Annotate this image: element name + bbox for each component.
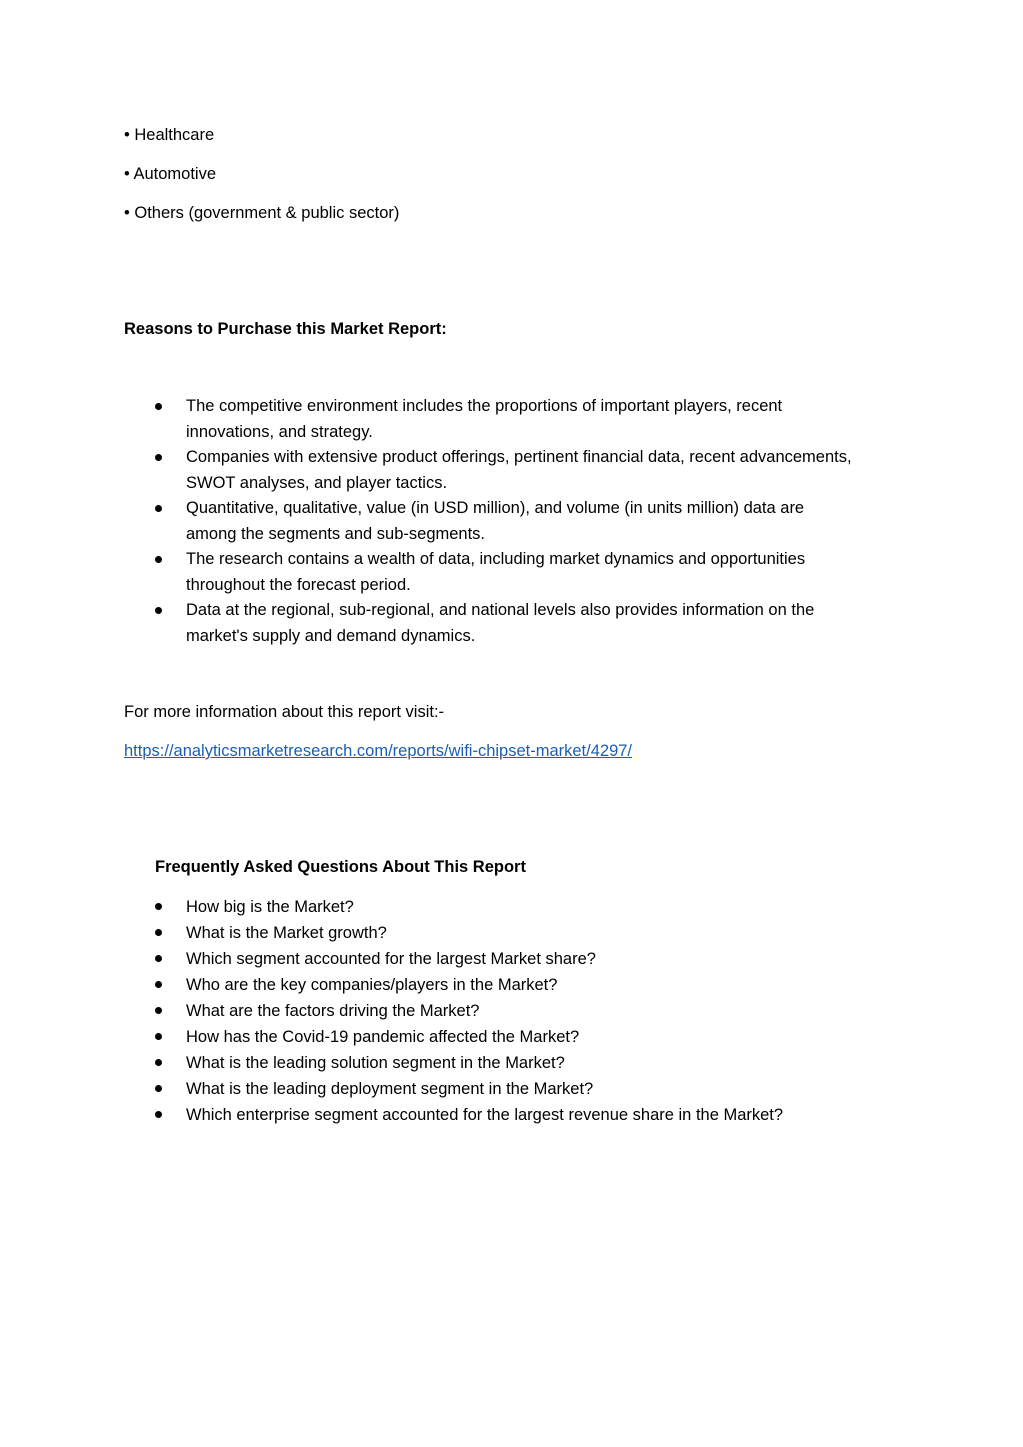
faq-question: How big is the Market? <box>186 898 354 916</box>
reason-line2: SWOT analyses, and player tactics. <box>186 473 448 492</box>
list-item <box>155 1050 915 1076</box>
faq-question: How has the Covid-19 pandemic affected the Market? <box>186 1028 580 1046</box>
reason-line2: market's supply and demand dynamics. <box>186 626 476 645</box>
list-item-automotive: • Automotive <box>124 165 216 183</box>
bullet-icon <box>155 955 162 962</box>
reason-line1: Data at the regional, sub-regional, and national levels also provides information on the <box>186 601 815 619</box>
reasons-list <box>155 394 915 649</box>
bullet-icon <box>155 1007 162 1014</box>
list-item-healthcare: • Healthcare <box>124 126 215 144</box>
faq-question: What is the Market growth? <box>186 924 387 942</box>
more-info-label: For more information about this report visit:- <box>124 703 445 721</box>
list-item <box>155 920 915 946</box>
list-item <box>155 972 915 998</box>
faq-question: What are the factors driving the Market? <box>186 1002 480 1020</box>
bullet-icon <box>155 454 162 461</box>
faq-question: What is the leading solution segment in the Market? <box>186 1054 565 1072</box>
reason-line1: The research contains a wealth of data, including market dynamics and opportunities <box>186 550 806 568</box>
bullet-icon <box>155 903 162 910</box>
faq-question: What is the leading deployment segment in the Market? <box>186 1080 594 1098</box>
list-item <box>155 1024 915 1050</box>
bullet-icon <box>155 981 162 988</box>
list-item <box>155 894 915 920</box>
reason-line1: Quantitative, qualitative, value (in USD million), and volume (in units million) data are <box>186 499 805 517</box>
list-item <box>155 998 915 1024</box>
list-item <box>155 1102 915 1128</box>
bullet-icon <box>155 929 162 936</box>
bullet-icon <box>155 1111 162 1118</box>
reason-line1: Companies with extensive product offerings, pertinent financial data, recent advancements, <box>186 448 852 466</box>
list-item <box>155 547 915 598</box>
list-item-others: • Others (government & public sector) <box>124 204 400 222</box>
faq-question: Which enterprise segment accounted for the largest revenue share in the Market? <box>186 1106 784 1124</box>
list-item <box>155 946 915 972</box>
reason-line2: among the segments and sub-segments. <box>186 524 486 543</box>
reasons-heading: Reasons to Purchase this Market Report: <box>124 320 447 338</box>
reason-line2: throughout the forecast period. <box>186 575 411 594</box>
bullet-icon <box>155 403 162 410</box>
faq-list <box>155 894 915 1128</box>
reason-line2: innovations, and strategy. <box>186 422 373 441</box>
faq-question: Who are the key companies/players in the Market? <box>186 976 558 994</box>
faq-heading: Frequently Asked Questions About This Report <box>155 858 526 876</box>
bullet-icon <box>155 1033 162 1040</box>
report-link[interactable]: https://analyticsmarketresearch.com/reports/wifi-chipset-market/4297/ <box>124 742 633 760</box>
list-item <box>155 496 915 547</box>
list-item <box>155 598 915 649</box>
list-item <box>155 394 915 445</box>
bullet-icon <box>155 1085 162 1092</box>
list-item <box>155 445 915 496</box>
list-item <box>155 1076 915 1102</box>
bullet-icon <box>155 607 162 614</box>
faq-question: Which segment accounted for the largest Market share? <box>186 950 596 968</box>
reason-line1: The competitive environment includes the proportions of important players, recent <box>186 397 783 415</box>
bullet-icon <box>155 1059 162 1066</box>
bullet-icon <box>155 505 162 512</box>
bullet-icon <box>155 556 162 563</box>
